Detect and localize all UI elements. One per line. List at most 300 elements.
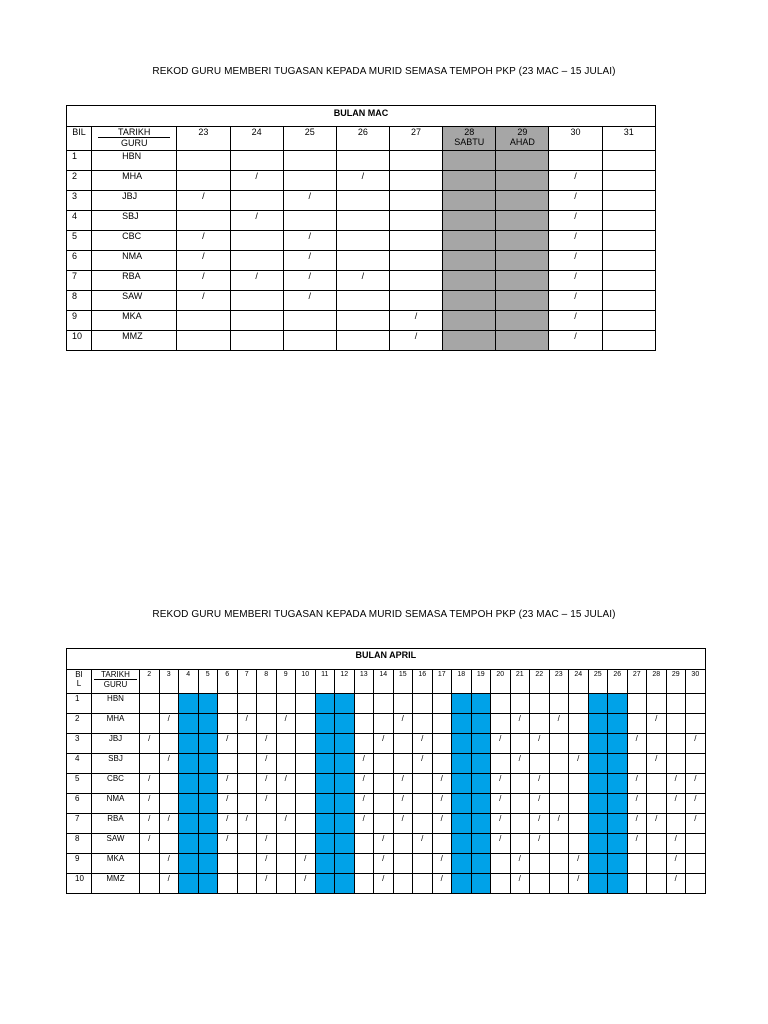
bil-cell: 6: [67, 794, 92, 814]
mark-cell: [335, 754, 355, 774]
mark-cell: [257, 714, 277, 734]
mark-cell: [140, 874, 160, 894]
mark-cell: [549, 794, 569, 814]
mark-cell: /: [549, 291, 602, 311]
bil-header: [67, 670, 92, 694]
mark-cell: [432, 834, 452, 854]
guru-cell: MMZ: [92, 331, 177, 351]
mark-cell: /: [647, 754, 667, 774]
mark-cell: /: [432, 774, 452, 794]
mark-cell: [602, 191, 655, 211]
mark-cell: [471, 734, 491, 754]
mark-cell: [296, 774, 316, 794]
mark-cell: [443, 191, 496, 211]
table-row: [67, 231, 656, 251]
guru-cell: SAW: [92, 291, 177, 311]
table-row: [67, 151, 656, 171]
mark-cell: [686, 874, 706, 894]
mark-cell: [315, 874, 335, 894]
mark-cell: [413, 794, 433, 814]
mark-cell: /: [159, 714, 179, 734]
mark-cell: [179, 734, 199, 754]
mark-cell: [443, 231, 496, 251]
mark-cell: [588, 694, 608, 714]
day-header: 30: [686, 670, 706, 694]
mark-cell: [588, 874, 608, 894]
day-header: 7: [237, 670, 257, 694]
bil-cell: 8: [67, 834, 92, 854]
mark-cell: [443, 211, 496, 231]
mark-cell: [315, 854, 335, 874]
day-header: 27: [627, 670, 647, 694]
table-row: [67, 171, 656, 191]
mark-cell: /: [354, 774, 374, 794]
mark-cell: [336, 151, 389, 171]
mark-cell: [413, 854, 433, 874]
table-row: [67, 734, 706, 754]
mark-cell: [602, 211, 655, 231]
mark-cell: /: [510, 714, 530, 734]
day-number: 24: [251, 127, 262, 137]
mark-cell: /: [354, 754, 374, 774]
day-header: 3: [159, 670, 179, 694]
mark-cell: [413, 814, 433, 834]
mark-cell: /: [627, 814, 647, 834]
guru-cell: MHA: [92, 714, 140, 734]
mark-cell: [452, 814, 472, 834]
mark-cell: [686, 754, 706, 774]
mark-cell: /: [283, 191, 336, 211]
mark-cell: [549, 854, 569, 874]
day-header: [496, 127, 549, 151]
guru-cell: HBN: [92, 694, 140, 714]
mark-cell: /: [666, 874, 686, 894]
table-row: [67, 834, 706, 854]
mark-cell: /: [283, 271, 336, 291]
mark-cell: [257, 694, 277, 714]
mark-cell: /: [177, 271, 230, 291]
day-header: 9: [276, 670, 296, 694]
mark-cell: /: [257, 854, 277, 874]
mark-cell: /: [177, 251, 230, 271]
mark-cell: [393, 834, 413, 854]
table-row: [67, 794, 706, 814]
mark-cell: /: [276, 714, 296, 734]
mark-cell: [602, 331, 655, 351]
mark-cell: [569, 774, 589, 794]
day-header: 29: [666, 670, 686, 694]
mark-cell: [496, 231, 549, 251]
guru-label: GURU: [103, 680, 128, 689]
day-name: AHAD: [509, 137, 535, 147]
mark-cell: [315, 714, 335, 734]
mark-cell: [443, 251, 496, 271]
day-number: 27: [411, 127, 422, 137]
mark-cell: [413, 694, 433, 714]
table-row: [67, 211, 656, 231]
mark-cell: [177, 311, 230, 331]
mark-cell: [354, 714, 374, 734]
mark-cell: [452, 874, 472, 894]
mark-cell: [496, 251, 549, 271]
mark-cell: [647, 734, 667, 754]
mark-cell: [354, 834, 374, 854]
mark-cell: /: [159, 814, 179, 834]
mark-cell: /: [510, 874, 530, 894]
mark-cell: /: [159, 754, 179, 774]
bil-cell: 3: [67, 734, 92, 754]
mark-cell: [549, 151, 602, 171]
mark-cell: [283, 151, 336, 171]
mark-cell: /: [530, 834, 550, 854]
guru-cell: HBN: [92, 151, 177, 171]
mark-cell: [335, 814, 355, 834]
mark-cell: [413, 774, 433, 794]
mark-cell: [530, 694, 550, 714]
mark-cell: [608, 834, 628, 854]
mark-cell: [666, 814, 686, 834]
bil-cell: 7: [67, 814, 92, 834]
mark-cell: /: [530, 734, 550, 754]
day-number: 25: [304, 127, 315, 137]
mark-cell: [276, 694, 296, 714]
day-header: 16: [413, 670, 433, 694]
mark-cell: [666, 694, 686, 714]
mark-cell: [296, 814, 316, 834]
mark-cell: [491, 754, 511, 774]
mark-cell: /: [276, 774, 296, 794]
mark-cell: /: [510, 754, 530, 774]
table-row: [67, 271, 656, 291]
bil-cell: 10: [67, 331, 92, 351]
table-row: [67, 291, 656, 311]
mark-cell: /: [257, 874, 277, 894]
day-header: [283, 127, 336, 151]
table-row: [67, 191, 656, 211]
mark-cell: /: [666, 854, 686, 874]
table-row: [67, 774, 706, 794]
day-number: 23: [198, 127, 209, 137]
mark-cell: [218, 874, 238, 894]
mark-cell: [588, 714, 608, 734]
mark-cell: /: [393, 794, 413, 814]
mark-cell: /: [140, 834, 160, 854]
mark-cell: /: [413, 834, 433, 854]
mark-cell: [452, 774, 472, 794]
mark-cell: [588, 814, 608, 834]
mark-cell: [177, 171, 230, 191]
mark-cell: [491, 874, 511, 894]
mark-cell: [335, 854, 355, 874]
mark-cell: [198, 834, 218, 854]
mark-cell: [140, 754, 160, 774]
mark-cell: /: [549, 331, 602, 351]
mark-cell: [179, 754, 199, 774]
mark-cell: [177, 151, 230, 171]
mark-cell: [198, 794, 218, 814]
bil-cell: 8: [67, 291, 92, 311]
day-header: 2: [140, 670, 160, 694]
mark-cell: [602, 171, 655, 191]
mark-cell: [179, 694, 199, 714]
mark-cell: [452, 694, 472, 714]
day-number: 29: [517, 127, 528, 137]
mark-cell: /: [549, 311, 602, 331]
mark-cell: /: [140, 734, 160, 754]
mark-cell: [588, 734, 608, 754]
mark-cell: [588, 834, 608, 854]
mark-cell: /: [549, 211, 602, 231]
mark-cell: /: [389, 311, 442, 331]
mark-cell: [159, 794, 179, 814]
mark-cell: [666, 754, 686, 774]
mark-cell: /: [218, 734, 238, 754]
mark-cell: [198, 694, 218, 714]
mark-cell: [283, 171, 336, 191]
mark-cell: /: [374, 854, 394, 874]
mark-cell: [335, 714, 355, 734]
mark-cell: [496, 171, 549, 191]
mark-cell: [389, 191, 442, 211]
mark-cell: [296, 714, 316, 734]
mark-cell: [549, 694, 569, 714]
mark-cell: /: [627, 734, 647, 754]
tarikh-label: TARIKH: [94, 670, 137, 680]
mark-cell: /: [177, 191, 230, 211]
mark-cell: /: [530, 794, 550, 814]
mark-cell: [432, 694, 452, 714]
bil-cell: 3: [67, 191, 92, 211]
mark-cell: [666, 714, 686, 734]
mark-cell: [530, 754, 550, 774]
mark-cell: /: [549, 714, 569, 734]
mark-cell: [296, 834, 316, 854]
mark-cell: [471, 714, 491, 734]
mark-cell: [496, 211, 549, 231]
mark-cell: [608, 774, 628, 794]
mark-cell: [452, 794, 472, 814]
mark-cell: /: [432, 874, 452, 894]
mark-cell: /: [647, 814, 667, 834]
mark-cell: [602, 251, 655, 271]
mark-cell: [198, 874, 218, 894]
mark-cell: [647, 774, 667, 794]
bil-cell: 6: [67, 251, 92, 271]
table-row: [67, 854, 706, 874]
day-header: [230, 127, 283, 151]
mark-cell: /: [666, 794, 686, 814]
mark-cell: [471, 854, 491, 874]
mark-cell: [179, 854, 199, 874]
mark-cell: /: [569, 874, 589, 894]
mark-cell: [315, 694, 335, 714]
table-row: [67, 754, 706, 774]
mark-cell: [471, 794, 491, 814]
april-month-row: [67, 649, 706, 670]
mark-cell: [237, 774, 257, 794]
mark-cell: [315, 774, 335, 794]
mac-record-table: [66, 105, 656, 351]
mark-cell: [491, 694, 511, 714]
mark-cell: [230, 331, 283, 351]
mark-cell: [569, 714, 589, 734]
mark-cell: [335, 734, 355, 754]
mark-cell: [443, 291, 496, 311]
day-header: 5: [198, 670, 218, 694]
mark-cell: [608, 714, 628, 734]
mark-cell: [237, 794, 257, 814]
table-row: [67, 251, 656, 271]
mark-cell: /: [432, 854, 452, 874]
mark-cell: [336, 311, 389, 331]
guru-cell: JBJ: [92, 734, 140, 754]
mark-cell: [549, 874, 569, 894]
mark-cell: [686, 834, 706, 854]
mac-month-label: BULAN MAC: [67, 106, 656, 127]
mark-cell: [230, 311, 283, 331]
mark-cell: [530, 854, 550, 874]
day-header: 8: [257, 670, 277, 694]
mark-cell: [608, 794, 628, 814]
day-header: [443, 127, 496, 151]
day-header: [549, 127, 602, 151]
mark-cell: [510, 694, 530, 714]
mark-cell: /: [283, 291, 336, 311]
mark-cell: /: [491, 774, 511, 794]
mark-cell: /: [257, 754, 277, 774]
mark-cell: /: [296, 874, 316, 894]
day-header: 4: [179, 670, 199, 694]
mark-cell: [569, 694, 589, 714]
mark-cell: [686, 714, 706, 734]
mark-cell: [198, 854, 218, 874]
mark-cell: [608, 734, 628, 754]
guru-cell: SBJ: [92, 754, 140, 774]
mark-cell: [374, 714, 394, 734]
mark-cell: [549, 834, 569, 854]
mark-cell: [335, 874, 355, 894]
mark-cell: [389, 171, 442, 191]
mark-cell: /: [276, 814, 296, 834]
guru-cell: MKA: [92, 854, 140, 874]
mark-cell: /: [549, 231, 602, 251]
mark-cell: /: [686, 814, 706, 834]
day-header: 6: [218, 670, 238, 694]
mark-cell: /: [140, 814, 160, 834]
mark-cell: [647, 794, 667, 814]
mark-cell: [389, 151, 442, 171]
mark-cell: /: [393, 714, 413, 734]
mark-cell: /: [296, 854, 316, 874]
bil-cell: 4: [67, 754, 92, 774]
mark-cell: /: [491, 814, 511, 834]
mark-cell: [510, 774, 530, 794]
guru-cell: CBC: [92, 231, 177, 251]
mark-cell: [389, 231, 442, 251]
mark-cell: /: [413, 754, 433, 774]
mark-cell: [413, 714, 433, 734]
mark-cell: [491, 714, 511, 734]
mark-cell: [627, 874, 647, 894]
mark-cell: [471, 754, 491, 774]
mark-cell: [159, 774, 179, 794]
bil-cell: 1: [67, 151, 92, 171]
mark-cell: [530, 874, 550, 894]
day-header: 24: [569, 670, 589, 694]
mark-cell: [608, 854, 628, 874]
mark-cell: /: [257, 734, 277, 754]
mark-cell: /: [283, 251, 336, 271]
mark-cell: [413, 874, 433, 894]
mark-cell: [608, 814, 628, 834]
mark-cell: [393, 734, 413, 754]
mark-cell: /: [159, 874, 179, 894]
mark-cell: [276, 854, 296, 874]
mark-cell: [237, 834, 257, 854]
mark-cell: [496, 151, 549, 171]
mark-cell: [549, 754, 569, 774]
mark-cell: [218, 754, 238, 774]
tarikh-guru-header: [92, 127, 177, 151]
day-header: [177, 127, 230, 151]
mark-cell: [374, 774, 394, 794]
mark-cell: [374, 754, 394, 774]
table-row: [67, 331, 656, 351]
mark-cell: [496, 311, 549, 331]
day-number: 31: [623, 127, 634, 137]
mark-cell: [471, 774, 491, 794]
mark-cell: /: [627, 794, 647, 814]
mark-cell: [393, 754, 413, 774]
guru-cell: RBA: [92, 271, 177, 291]
mark-cell: [569, 794, 589, 814]
day-header: 17: [432, 670, 452, 694]
mac-header-row: [67, 127, 656, 151]
mark-cell: /: [218, 794, 238, 814]
mark-cell: [177, 331, 230, 351]
mark-cell: [218, 854, 238, 874]
mark-cell: /: [491, 734, 511, 754]
day-header: 20: [491, 670, 511, 694]
bil-cell: 2: [67, 171, 92, 191]
mark-cell: [627, 694, 647, 714]
mark-cell: /: [354, 794, 374, 814]
mark-cell: [335, 694, 355, 714]
mark-cell: [608, 754, 628, 774]
guru-cell: MKA: [92, 311, 177, 331]
mark-cell: [602, 271, 655, 291]
day-number: 28: [464, 127, 475, 137]
mark-cell: /: [257, 774, 277, 794]
mark-cell: /: [237, 714, 257, 734]
mark-cell: /: [666, 834, 686, 854]
mark-cell: [602, 311, 655, 331]
mark-cell: /: [393, 814, 413, 834]
mark-cell: [283, 211, 336, 231]
mark-cell: [230, 291, 283, 311]
mark-cell: [354, 694, 374, 714]
mark-cell: [283, 331, 336, 351]
mark-cell: [336, 231, 389, 251]
bil-header: BIL: [67, 127, 92, 151]
mark-cell: [510, 834, 530, 854]
mark-cell: [627, 754, 647, 774]
mark-cell: /: [627, 834, 647, 854]
mark-cell: /: [491, 834, 511, 854]
mark-cell: [432, 754, 452, 774]
day-header: [389, 127, 442, 151]
april-record-table: [66, 648, 706, 894]
